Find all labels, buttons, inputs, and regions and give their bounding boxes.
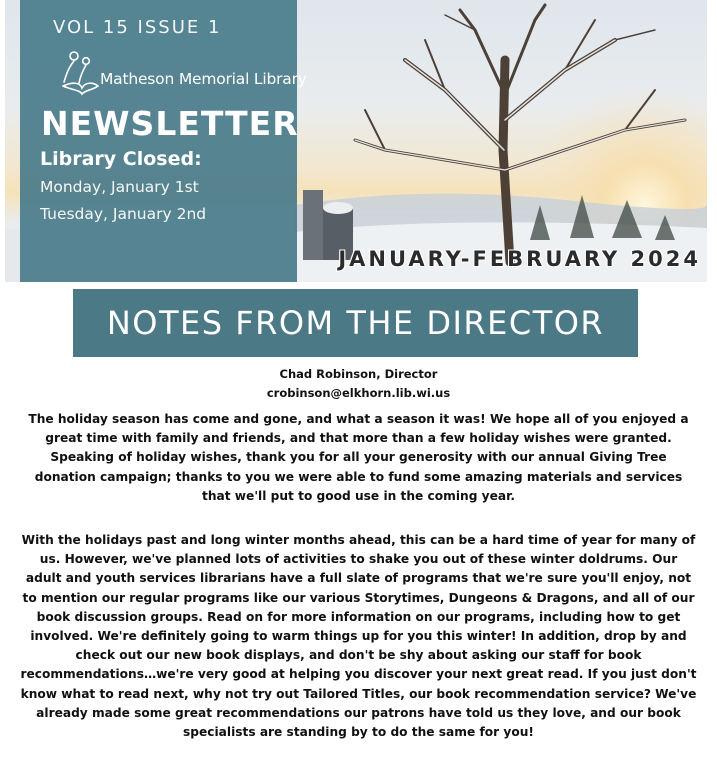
section-header	[73, 289, 638, 357]
author-line: Chad Robinson, Director	[279, 367, 438, 381]
date-range: JANUARY-FEBRUARY 2024	[338, 247, 701, 271]
closure-day-2: Tuesday, January 2nd	[40, 205, 207, 223]
closure-title: Library Closed:	[40, 148, 202, 170]
library-logo	[60, 48, 307, 98]
header-banner	[5, 0, 707, 282]
title-panel	[20, 0, 307, 282]
library-name: Matheson Memorial Library	[100, 70, 307, 88]
author-email[interactable]: crobinson@elkhorn.lib.wi.us	[266, 386, 451, 400]
body-paragraph-1: The holiday season has come and gone, and what a season it was! We hope all of you enjoyed a great time with family and friends, and that more than a few holiday wishes were granted. Speaking of holiday wishes, thank you for all your generosity with our annual Giving Tree donation campaign; thanks to you we were able to fund some amazing materials and services that we'll put to good use in the coming year.	[28, 412, 689, 503]
body-paragraph-2: With the holidays past and long winter months ahead, this can be a hard time of year for many of us. However, we've planned lots of activities to shake you out of these winter doldrums. Our adult and youth services librarians have a full slate of programs that we're sure you'll enjoy, not to mention our regular programs like our various Storytimes, Dungeons & Dragons, and all of our book discussion groups. Read on for more information on our programs, including how to get involved. We're definitely going to warm things up for you this winter! In addition, drop by and check out our new book displays, and don't be shy about asking our staff for book recommendations…we're very good at helping you discover your next great read. If you just don't know what to read next, why not try out Tailored Titles, our book recommendation service? We've already made some great recommendations our patrons have told us they love, and our book specialists are standing by to do the same for you!	[20, 533, 697, 740]
newsletter-title: NEWSLETTER	[41, 104, 299, 143]
closure-day-1: Monday, January 1st	[40, 178, 199, 196]
issue-label: VOL 15 ISSUE 1	[53, 17, 222, 38]
reading-people-logo-icon	[60, 48, 100, 98]
section-title: NOTES FROM THE DIRECTOR	[106, 304, 605, 342]
